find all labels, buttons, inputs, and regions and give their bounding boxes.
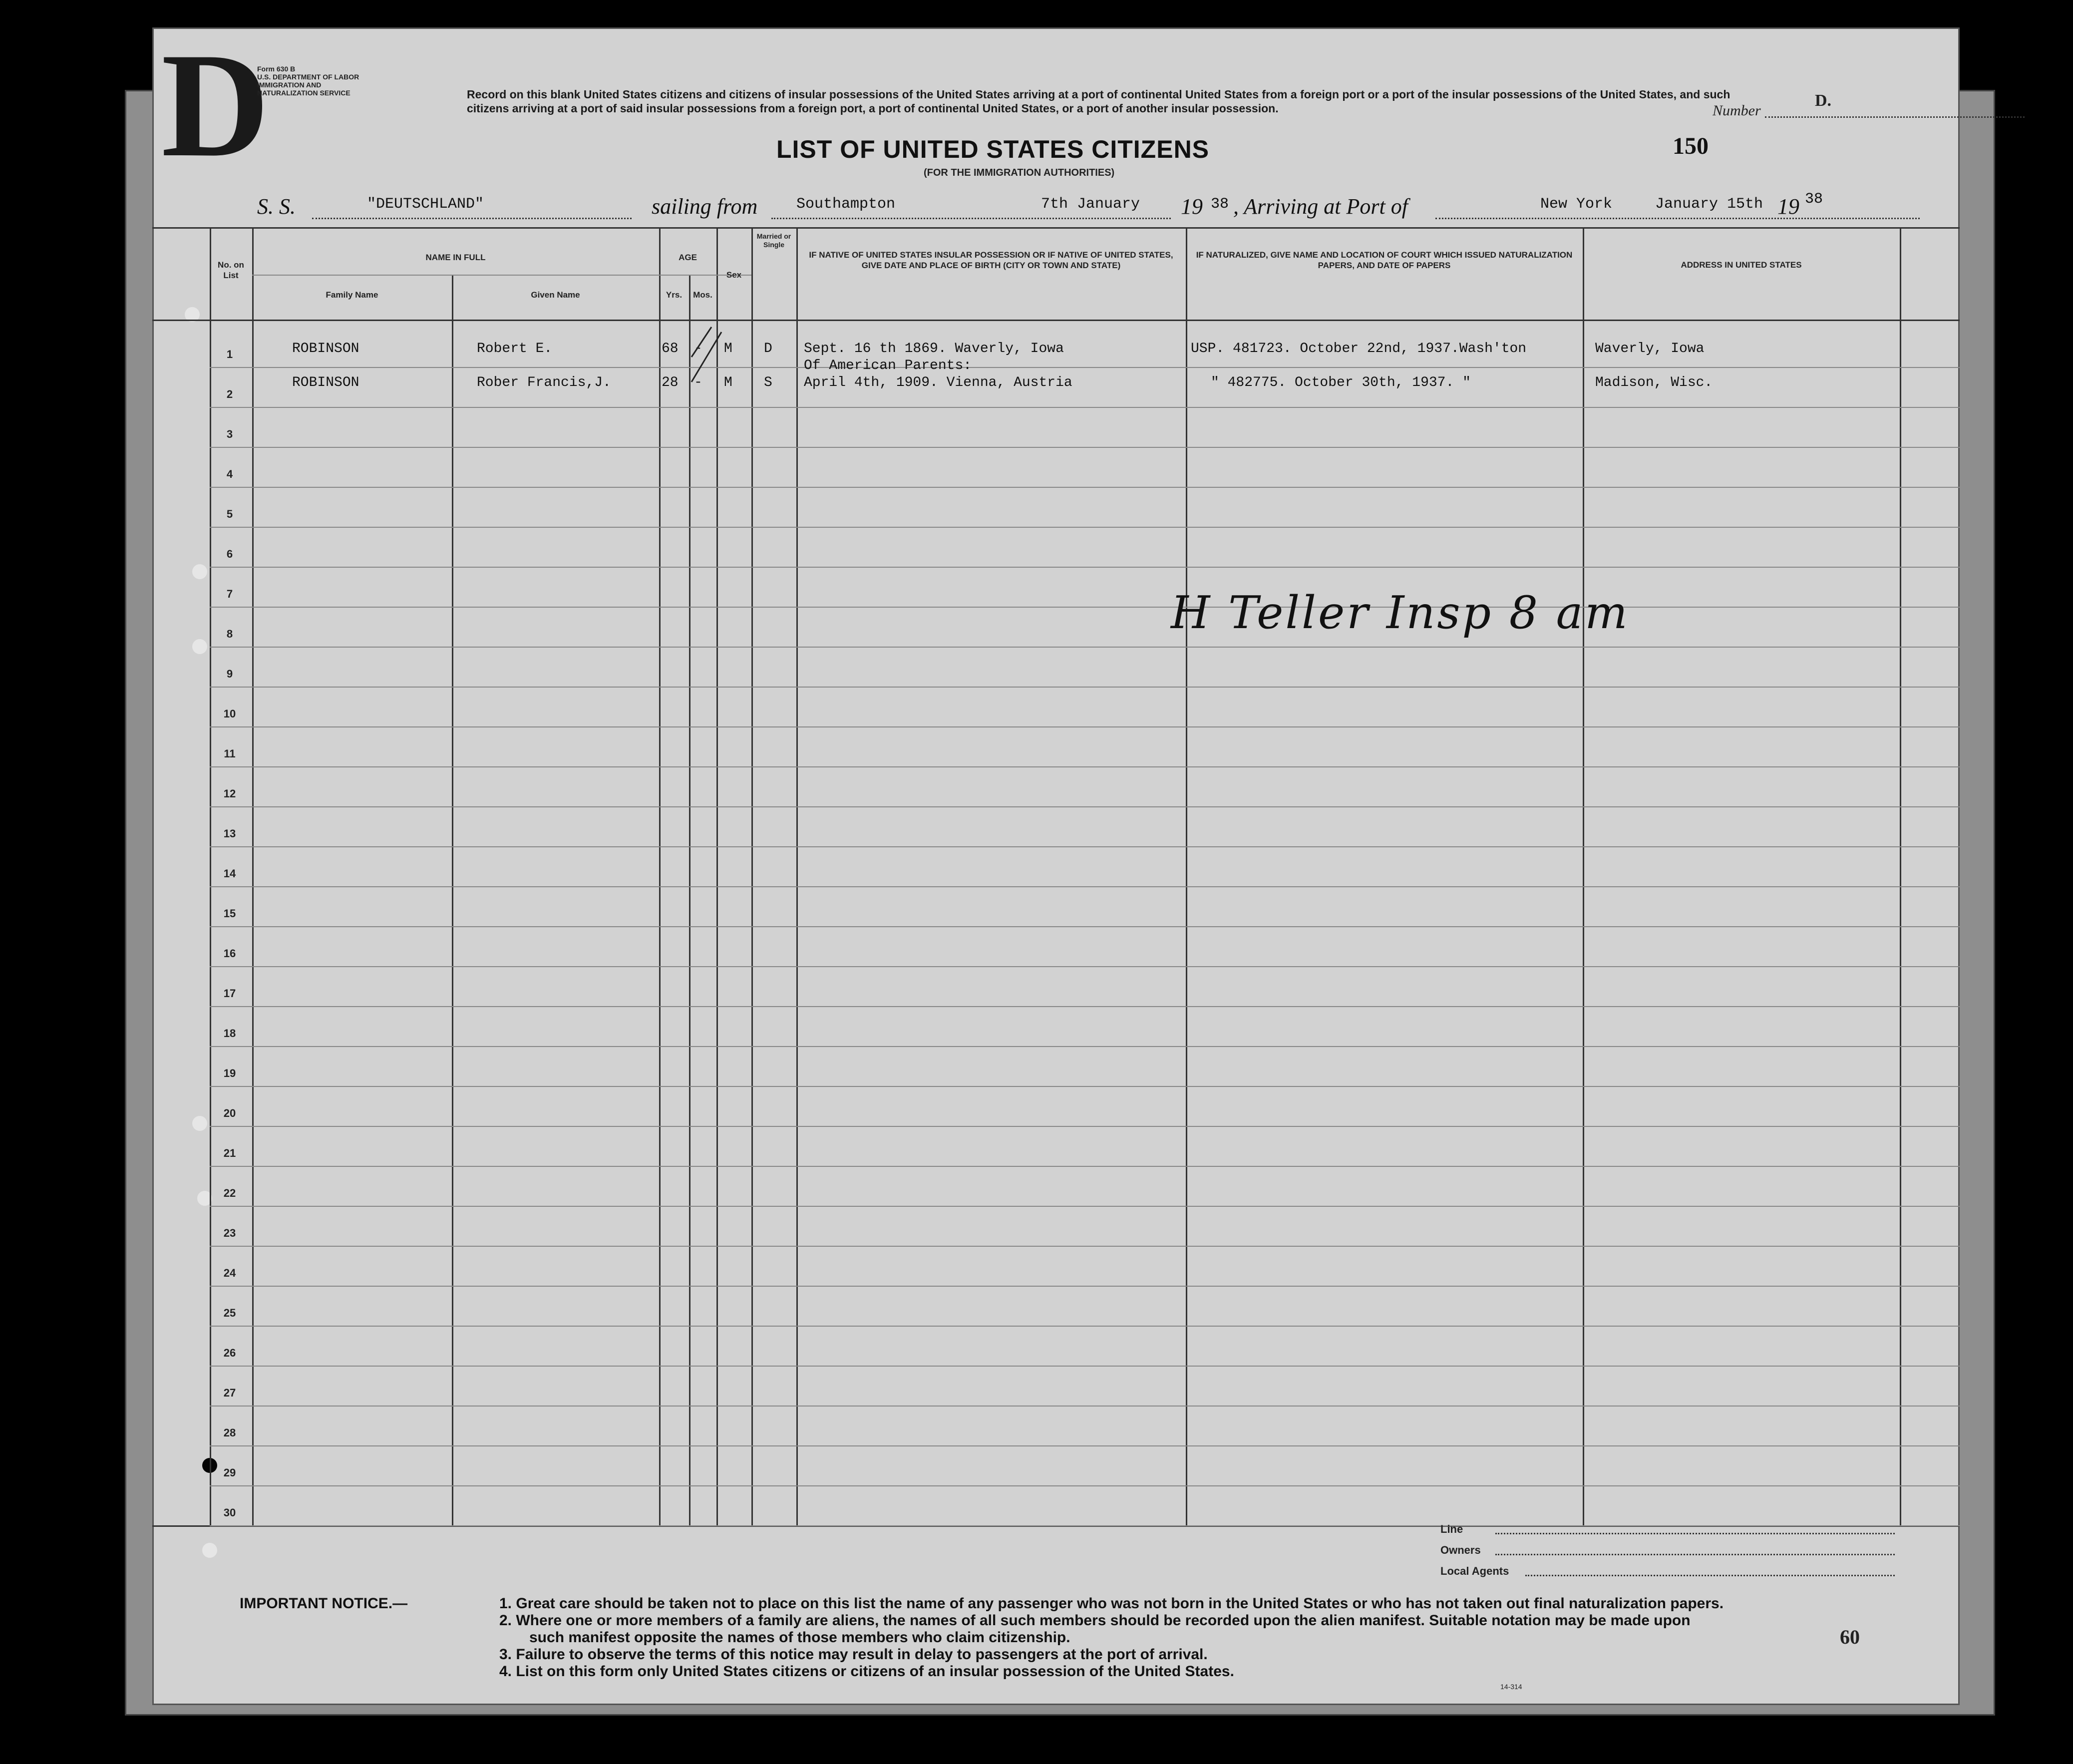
col-header-sex: Sex	[726, 270, 742, 280]
row-number: 3	[226, 428, 233, 440]
col-divider	[252, 227, 254, 1525]
notice-heading: IMPORTANT NOTICE.—	[240, 1595, 408, 1612]
passenger-2-sex: M	[724, 375, 732, 390]
row-line	[210, 687, 1960, 688]
row-number: 7	[226, 588, 233, 600]
row-number: 21	[223, 1147, 236, 1159]
passenger-1-naturalization: USP. 481723. October 22nd, 1937.Wash'ton	[1191, 341, 1527, 356]
list-number: 150	[1673, 133, 1709, 159]
handwritten-inspector-note: H Teller Insp 8 am	[1171, 587, 1630, 639]
port-to-line	[1435, 218, 1920, 219]
row-line	[210, 407, 1960, 408]
row-line	[210, 647, 1960, 648]
col-header-no: No. on List	[218, 260, 244, 280]
passenger-1-given-name: Robert E.	[477, 341, 553, 356]
department-name: U.S. DEPARTMENT OF LABOR	[257, 73, 359, 81]
row-line	[210, 766, 1960, 767]
col-divider	[689, 275, 691, 1525]
footer-signatures	[1440, 1523, 1509, 1586]
form-preamble: Record on this blank United States citizens and citizens of insular possessions of the United States arriving at a port of continental United States from a foreign port or a port of the insular possessions of the United States, and such citizens arriving at a port of said insular possessions from a foreign port, a port of continental United States, or a port of another insular possession.	[467, 88, 1730, 115]
passenger-2-address: Madison, Wisc.	[1595, 375, 1713, 390]
passenger-1-address: Waverly, Iowa	[1595, 341, 1705, 356]
col-divider	[716, 227, 718, 1525]
passenger-2-given-name: Rober Francis,J.	[477, 375, 611, 390]
arrival-year: 38	[1805, 191, 1823, 208]
row-number: 27	[223, 1387, 236, 1399]
passenger-2-marital-status: S	[764, 375, 772, 390]
row-line	[210, 926, 1960, 927]
row-number: 22	[223, 1187, 236, 1199]
row-line	[210, 607, 1960, 608]
row-number: 1	[226, 348, 233, 360]
arrival-year-prefix: 19	[1777, 194, 1799, 219]
row-line	[210, 1286, 1960, 1287]
row-number: 6	[226, 548, 233, 560]
row-number: 16	[223, 947, 236, 960]
line-field	[1440, 1523, 1509, 1544]
age-tick-marks	[687, 322, 726, 387]
row-number: 23	[223, 1227, 236, 1239]
year-prefix: 19	[1181, 194, 1203, 219]
sail-year: 38	[1211, 196, 1229, 213]
col-header-address: ADDRESS IN UNITED STATES	[1681, 260, 1802, 270]
notice-item: 1. Great care should be taken not to place on this list the name of any passenger who was not born in the United States or who has not taken out final naturalization papers.	[499, 1595, 1724, 1612]
row-line	[210, 846, 1960, 847]
row-line	[210, 1046, 1960, 1047]
row-line	[210, 487, 1960, 488]
row-number: 13	[223, 827, 236, 840]
port-from-line	[771, 218, 1171, 219]
row-number: 17	[223, 987, 236, 1000]
row-line	[210, 966, 1960, 967]
row-line	[210, 447, 1960, 448]
header-bottom-border	[152, 320, 1960, 321]
row-line	[210, 1445, 1960, 1446]
row-number: 20	[223, 1107, 236, 1119]
row-number: 2	[226, 388, 233, 400]
row-number: 28	[223, 1426, 236, 1439]
row-number: 10	[223, 707, 236, 720]
row-line	[210, 567, 1960, 568]
arriving-label: , Arriving at Port of	[1233, 194, 1408, 219]
number-line	[1765, 116, 2025, 118]
form-info	[257, 65, 377, 97]
col-divider	[1900, 227, 1901, 1525]
ss-label: S. S.	[257, 194, 296, 219]
row-line	[210, 1366, 1960, 1367]
row-line	[210, 1525, 1960, 1526]
row-line	[210, 1406, 1960, 1407]
row-line	[210, 1126, 1960, 1127]
row-number: 19	[223, 1067, 236, 1079]
row-line	[210, 1206, 1960, 1207]
passenger-1-family-name: ROBINSON	[292, 341, 359, 356]
col-divider	[1583, 227, 1584, 1525]
notice-item: such manifest opposite the names of those members who claim citizenship.	[529, 1629, 1070, 1646]
passenger-2-naturalization: " 482775. October 30th, 1937. "	[1211, 375, 1471, 390]
ship-name: "DEUTSCHLAND"	[367, 196, 484, 213]
row-line	[210, 806, 1960, 807]
row-number: 4	[226, 468, 233, 480]
form-letter-logo: D	[161, 22, 265, 188]
row-number: 11	[224, 747, 236, 760]
form-code: 14-314	[1500, 1683, 1522, 1691]
row-line	[210, 1326, 1960, 1327]
col-header-age: AGE	[679, 253, 697, 262]
col-header-naturalized: IF NATURALIZED, GIVE NAME AND LOCATION OF COURT WHICH ISSUED NATURALIZATION PAPERS, AND DATE OF PAPERS	[1196, 250, 1573, 270]
row-line	[210, 367, 1960, 368]
passenger-2-birth-note: Of American Parents:	[804, 358, 972, 373]
row-line	[210, 527, 1960, 528]
sail-date: 7th January	[1041, 196, 1140, 213]
row-line	[210, 886, 1960, 887]
service-name: IMMIGRATION AND NATURALIZATION SERVICE	[257, 81, 350, 97]
col-divider	[452, 275, 453, 1525]
owners-label: Owners	[1440, 1544, 1481, 1556]
col-divider	[210, 227, 211, 1525]
col-divider	[1186, 227, 1187, 1525]
subheader-line	[252, 275, 751, 276]
row-line	[210, 1086, 1960, 1087]
row-line	[210, 1246, 1960, 1247]
passenger-1-birth: Sept. 16 th 1869. Waverly, Iowa	[804, 341, 1064, 356]
table-top-border	[152, 227, 1960, 229]
col-header-name-in-full: NAME IN FULL	[425, 253, 486, 262]
port-to: New York	[1540, 196, 1613, 213]
col-header-given-name: Given Name	[531, 290, 580, 300]
sailing-label: sailing from	[652, 194, 758, 219]
notice-item: 4. List on this form only United States citizens or citizens of an insular possession of the United States.	[499, 1663, 1234, 1680]
number-label: Number	[1713, 102, 1761, 119]
ship-line	[312, 218, 632, 219]
col-header-family-name: Family Name	[326, 290, 378, 300]
notice-item: 3. Failure to observe the terms of this notice may result in delay to passengers at the port of arrival.	[499, 1646, 1208, 1663]
line-label: Line	[1440, 1523, 1463, 1535]
manifest-sheet	[152, 22, 1960, 1705]
row-number: 26	[223, 1347, 236, 1359]
punch-hole	[202, 1543, 217, 1558]
row-line	[210, 1485, 1960, 1486]
row-number: 12	[223, 787, 236, 800]
notice-items	[499, 1595, 1947, 1680]
port-from: Southampton	[796, 196, 896, 213]
row-number: 9	[226, 668, 233, 680]
page-title: LIST OF UNITED STATES CITIZENS	[776, 135, 1210, 163]
row-number: 8	[226, 628, 233, 640]
arrival-date: January 15th	[1655, 196, 1763, 213]
passenger-1-age-years: 68	[662, 341, 679, 356]
col-header-native: IF NATIVE OF UNITED STATES INSULAR POSSESSION OR IF NATIVE OF UNITED STATES, GIVE DATE AND PLACE OF BIRTH (CITY OR TOWN AND STATE)	[809, 250, 1173, 270]
passenger-2-birth: April 4th, 1909. Vienna, Austria	[804, 375, 1072, 390]
row-number: 25	[223, 1307, 236, 1319]
agents-label: Local Agents	[1440, 1565, 1509, 1577]
passenger-2-family-name: ROBINSON	[292, 375, 359, 390]
col-divider	[751, 227, 753, 1525]
row-line	[210, 1006, 1960, 1007]
passenger-1-age-months: -	[694, 341, 702, 356]
number-suffix: D.	[1815, 91, 1832, 110]
notice-item: 2. Where one or more members of a family are aliens, the names of all such members should be recorded upon the alien manifest. Suitable notation may be made upon	[499, 1612, 1691, 1629]
row-number: 18	[223, 1027, 236, 1040]
passenger-2-age-years: 28	[662, 375, 679, 390]
row-number: 15	[223, 907, 236, 920]
owners-field	[1440, 1544, 1509, 1565]
passenger-1-marital-status: D	[764, 341, 772, 356]
row-number: 24	[223, 1267, 236, 1279]
row-number: 14	[223, 867, 236, 880]
row-line	[210, 726, 1960, 727]
row-number: 29	[223, 1466, 236, 1479]
voyage-line	[152, 190, 1960, 220]
col-header-mos: Mos.	[693, 290, 712, 300]
page-subtitle: (FOR THE IMMIGRATION AUTHORITIES)	[924, 167, 1115, 178]
passenger-1-sex: M	[724, 341, 732, 356]
row-number: 30	[223, 1506, 236, 1519]
margin-number: 60	[1840, 1626, 1860, 1648]
col-header-married-single: Married or Single	[756, 232, 791, 249]
passenger-2-age-months: -	[694, 375, 702, 390]
form-number: Form 630 B	[257, 65, 296, 73]
col-divider	[659, 227, 661, 1525]
col-header-yrs: Yrs.	[666, 290, 683, 300]
agents-field	[1440, 1565, 1509, 1586]
row-number: 5	[226, 508, 233, 520]
col-divider	[796, 227, 798, 1525]
row-line	[210, 1166, 1960, 1167]
